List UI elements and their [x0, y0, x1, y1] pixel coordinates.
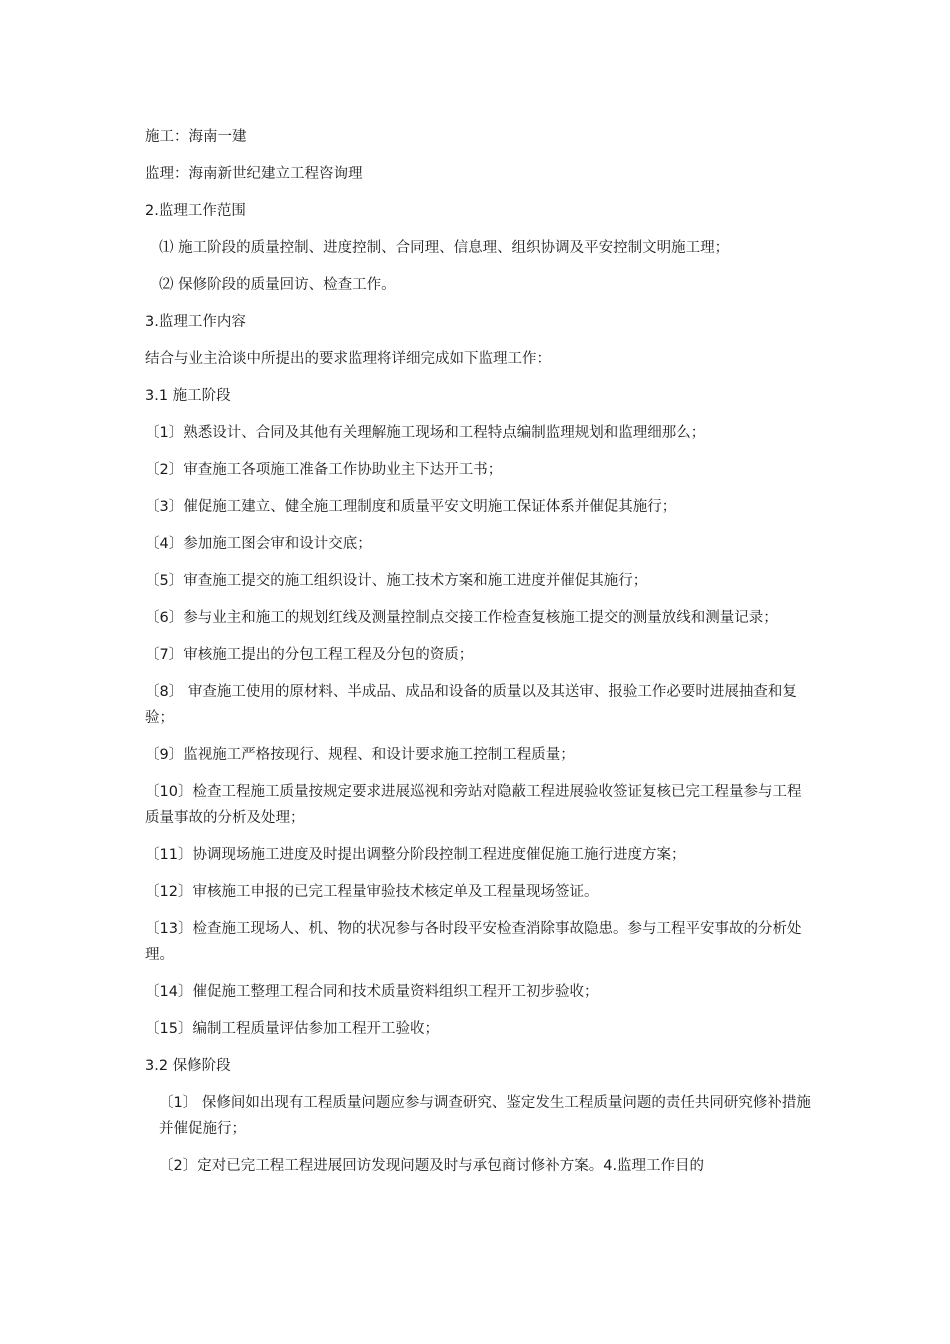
list-item: 〔12〕审核施工申报的已完工程量审验技术核定单及工程量现场签证。: [145, 884, 599, 900]
list-item: 〔1〕熟悉设计、合同及其他有关理解施工现场和工程特点编制监理规划和监理细那么；: [145, 425, 706, 441]
heading-scope: 2.监理工作范围: [145, 203, 246, 219]
list-item: 〔13〕检查施工现场人、机、物的状况参与各时段平安检查消除事故隐患。参与工程平安事故的分析处理。: [145, 921, 802, 963]
document-page: [145, 124, 813, 1190]
list-item: 〔11〕协调现场施工进度及时提出调整分阶段控制工程进度催促施工施行进度方案；: [145, 847, 686, 863]
list-item: 〔7〕审核施工提出的分包工程工程及分包的资质；: [145, 647, 474, 663]
list-item: 〔2〕定对已完工程工程进展回访发现问题及时与承包商讨修补方案。4.监理工作目的: [159, 1158, 705, 1174]
list-item: 〔3〕催促施工建立、健全施工理制度和质量平安文明施工保证体系并催促其施行；: [145, 499, 677, 515]
heading-construction-stage: 3.1 施工阶段: [145, 388, 231, 404]
list-item: 〔1〕 保修间如出现有工程质量问题应参与调查研究、鉴定发生工程质量问题的责任共同研究修补措施并催促施行；: [159, 1095, 811, 1137]
paragraph-construction: 施工：海南一建: [145, 129, 247, 145]
list-item: 〔10〕检查工程施工质量按规定要求进展巡视和旁站对隐蔽工程进展验收签证复核已完工程量参与工程质量事故的分析及处理；: [145, 784, 802, 826]
heading-content: 3.监理工作内容: [145, 314, 246, 330]
list-item: 〔5〕审查施工提交的施工组织设计、施工技术方案和施工进度并催促其施行；: [145, 573, 648, 589]
list-item: 〔4〕参加施工图会审和设计交底；: [145, 536, 372, 552]
list-item: ⑵ 保修阶段的质量回访、检查工作。: [159, 277, 396, 293]
list-item: 〔2〕审查施工各项施工准备工作协助业主下达开工书；: [145, 462, 503, 478]
heading-warranty-stage: 3.2 保修阶段: [145, 1058, 231, 1074]
list-item: 〔15〕编制工程质量评估参加工程开工验收；: [145, 1021, 439, 1037]
paragraph-supervision: 监理：海南新世纪建立工程咨询理: [145, 166, 363, 182]
list-item: 〔6〕参与业主和施工的规划红线及测量控制点交接工作检查复核施工提交的测量放线和测量记录；: [145, 610, 778, 626]
list-item: 〔8〕 审查施工使用的原材料、半成品、成品和设备的质量以及其送审、报验工作必要时进展抽查和复验；: [145, 684, 797, 726]
list-item: 〔9〕监视施工严格按现行、规程、和设计要求施工控制工程质量；: [145, 747, 575, 763]
paragraph-intro: 结合与业主洽谈中所提出的要求监理将详细完成如下监理工作：: [145, 351, 551, 367]
list-item: 〔14〕催促施工整理工程合同和技术质量资料组织工程开工初步验收；: [145, 984, 599, 1000]
list-item: ⑴ 施工阶段的质量控制、进度控制、合同理、信息理、组织协调及平安控制文明施工理；: [159, 240, 730, 256]
